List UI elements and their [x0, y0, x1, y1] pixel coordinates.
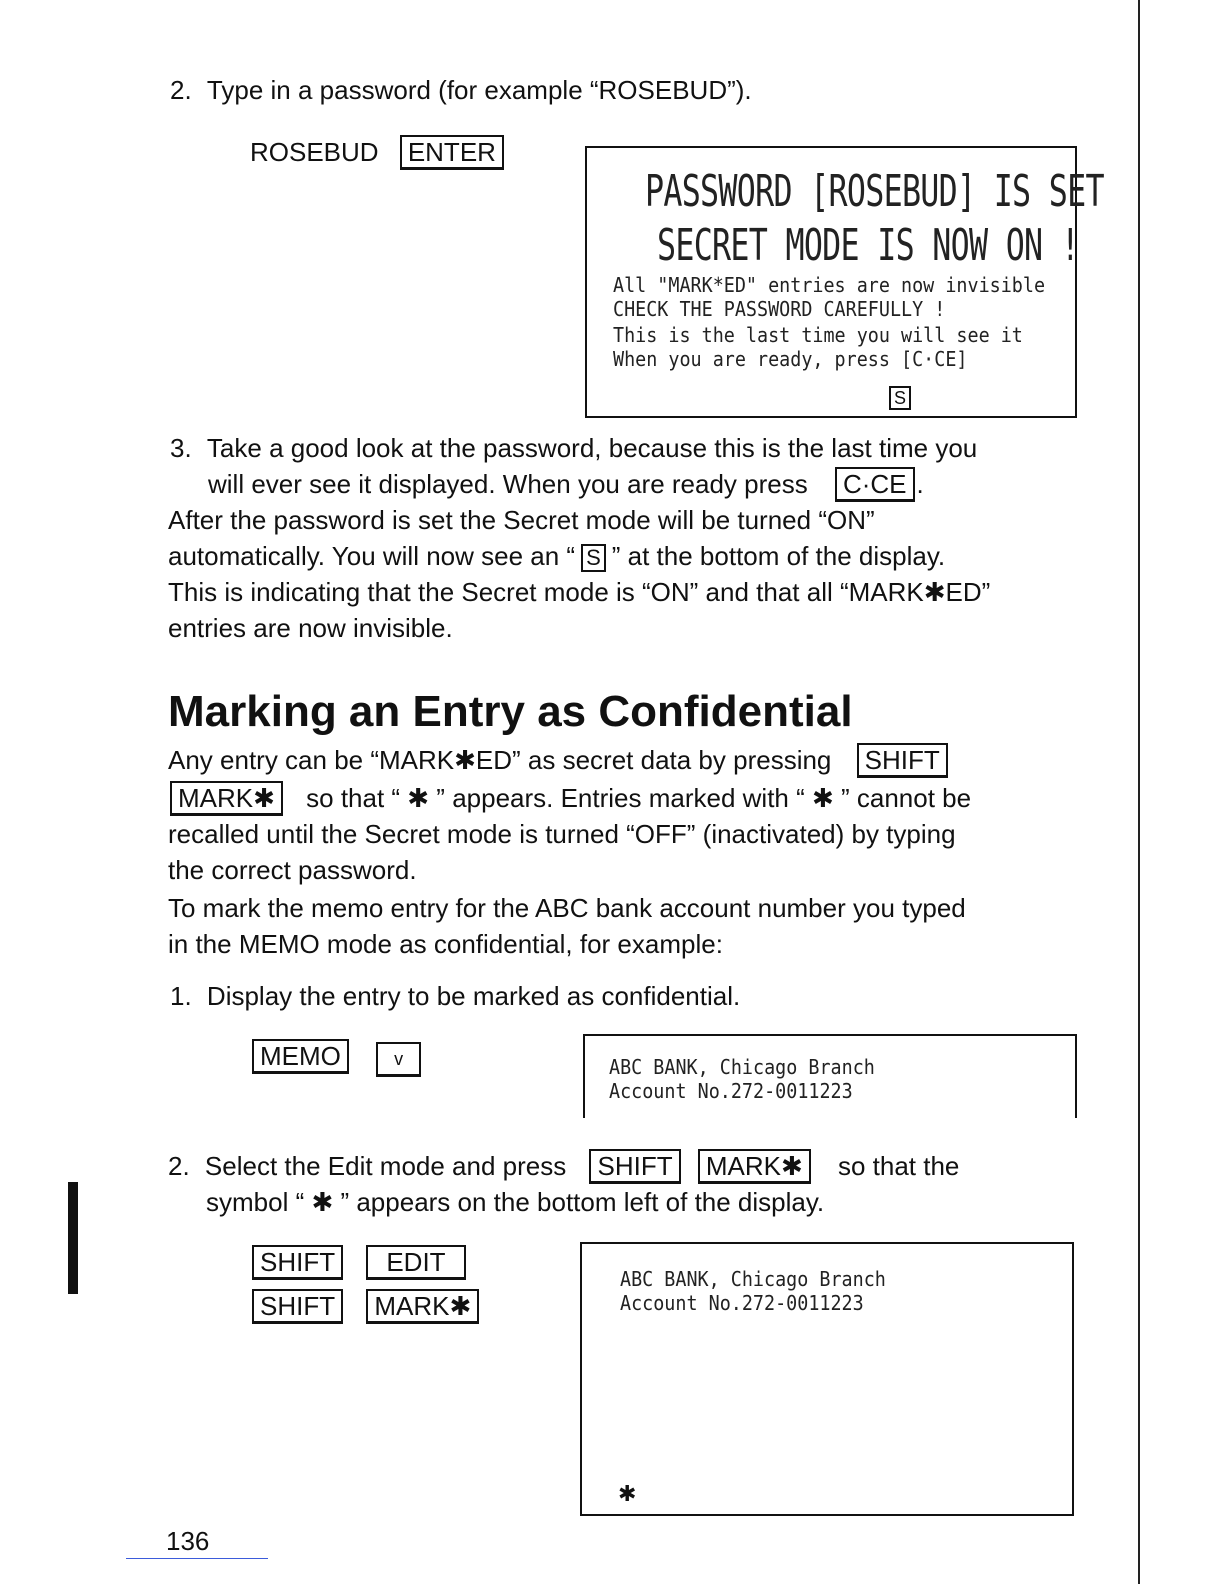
enter-key[interactable]: ENTER: [400, 135, 504, 170]
section-line-5: To mark the memo entry for the ABC bank account number you typed: [168, 893, 966, 923]
secret-mode-indicator: S: [889, 386, 911, 410]
step-2-bottom-line-2: symbol “ ✱ ” appears on the bottom left of the display.: [206, 1187, 825, 1217]
key-sequence-memo: [250, 1038, 423, 1077]
step-text: Select the Edit mode and press: [204, 1151, 567, 1181]
step-text: Display the entry to be marked as confidential.: [206, 981, 741, 1011]
lcd-screen-password-set: [585, 146, 1104, 418]
shift-key[interactable]: SHIFT: [857, 743, 948, 778]
section-line-4: the correct password.: [168, 855, 417, 885]
mark-key[interactable]: MARK✱: [170, 781, 283, 816]
step-1-bottom: [170, 978, 740, 1014]
c-ce-key[interactable]: C·CE: [835, 467, 915, 502]
step-text: Take a good look at the password, because this is the last time you: [206, 433, 978, 463]
step-number: 2.: [170, 75, 192, 105]
section-line-6: in the MEMO mode as confidential, for example:: [168, 929, 723, 959]
key-sequence-rosebud: [250, 134, 506, 170]
para-line-1: After the password is set the Secret mode will be turned “ON”: [168, 505, 875, 535]
section-heading: Marking an Entry as Confidential: [168, 687, 853, 736]
step-number: 3.: [170, 433, 192, 463]
step-number: 2.: [168, 1151, 190, 1181]
step-punct: .: [916, 469, 924, 499]
para-line-4: entries are now invisible.: [168, 613, 453, 643]
edit-key[interactable]: EDIT: [366, 1245, 465, 1280]
mark-star-indicator: ✱: [618, 1481, 637, 1506]
para-line-2: [168, 538, 945, 574]
step-2-top: [170, 72, 752, 108]
down-arrow-key[interactable]: v: [376, 1042, 421, 1077]
section-line-2: [168, 780, 971, 816]
section-line-1: [168, 742, 950, 778]
mark-key[interactable]: MARK✱: [698, 1149, 811, 1184]
lcd-line-3: All "MARK*ED" entries are now invisible: [613, 273, 1046, 297]
lcd-line-2: Account No.272-0011223: [609, 1079, 853, 1103]
step-2-bottom-line-1: [168, 1148, 959, 1184]
lcd-line-1: ABC BANK, Chicago Branch: [620, 1267, 886, 1291]
para-text: automatically. You will now see an “: [168, 541, 576, 571]
step-3-line-2: [208, 466, 924, 502]
lcd-line-5: This is the last time you will see it: [613, 323, 1023, 347]
lcd-line-6: When you are ready, press [C·CE]: [613, 347, 968, 371]
lcd-screen-memo: [583, 1034, 1077, 1118]
step-3-line-1: [170, 430, 977, 466]
lcd-screen-edit: [580, 1242, 1074, 1516]
margin-marker: [68, 1182, 78, 1294]
memo-key[interactable]: MEMO: [252, 1039, 349, 1074]
shift-key[interactable]: SHIFT: [252, 1289, 343, 1324]
footer-rule: [126, 1558, 268, 1559]
step-number: 1.: [170, 981, 192, 1011]
typed-input: ROSEBUD: [250, 137, 379, 167]
section-line-3: recalled until the Secret mode is turned “OFF” (inactivated) by typing: [168, 819, 956, 849]
lcd-line-1: PASSWORD [ROSEBUD] IS SET: [645, 166, 1104, 217]
lcd-line-4: CHECK THE PASSWORD CAREFULLY !: [613, 297, 946, 321]
key-sequence-mark: [250, 1288, 481, 1324]
section-text: Any entry can be “MARK✱ED” as secret data by pressing: [168, 745, 832, 775]
step-text: will ever see it displayed. When you are ready press: [208, 469, 808, 499]
step-text: so that the: [837, 1151, 960, 1181]
shift-key[interactable]: SHIFT: [589, 1149, 680, 1184]
lcd-line-2: Account No.272-0011223: [620, 1291, 864, 1315]
key-sequence-edit: [250, 1244, 468, 1280]
s-indicator-glyph: S: [581, 544, 606, 572]
section-text: so that “ ✱ ” appears. Entries marked with “ ✱ ” cannot be: [306, 783, 972, 813]
shift-key[interactable]: SHIFT: [252, 1245, 343, 1280]
lcd-line-2: SECRET MODE IS NOW ON !: [657, 220, 1080, 271]
page-edge-line: [1138, 0, 1140, 1584]
para-line-3: This is indicating that the Secret mode is “ON” and that all “MARK✱ED”: [168, 577, 991, 607]
mark-key[interactable]: MARK✱: [366, 1289, 479, 1324]
lcd-line-1: ABC BANK, Chicago Branch: [609, 1055, 875, 1079]
para-text: ” at the bottom of the display.: [611, 541, 946, 571]
page-number: 136: [166, 1526, 210, 1556]
step-text: Type in a password (for example “ROSEBUD”).: [206, 75, 752, 105]
